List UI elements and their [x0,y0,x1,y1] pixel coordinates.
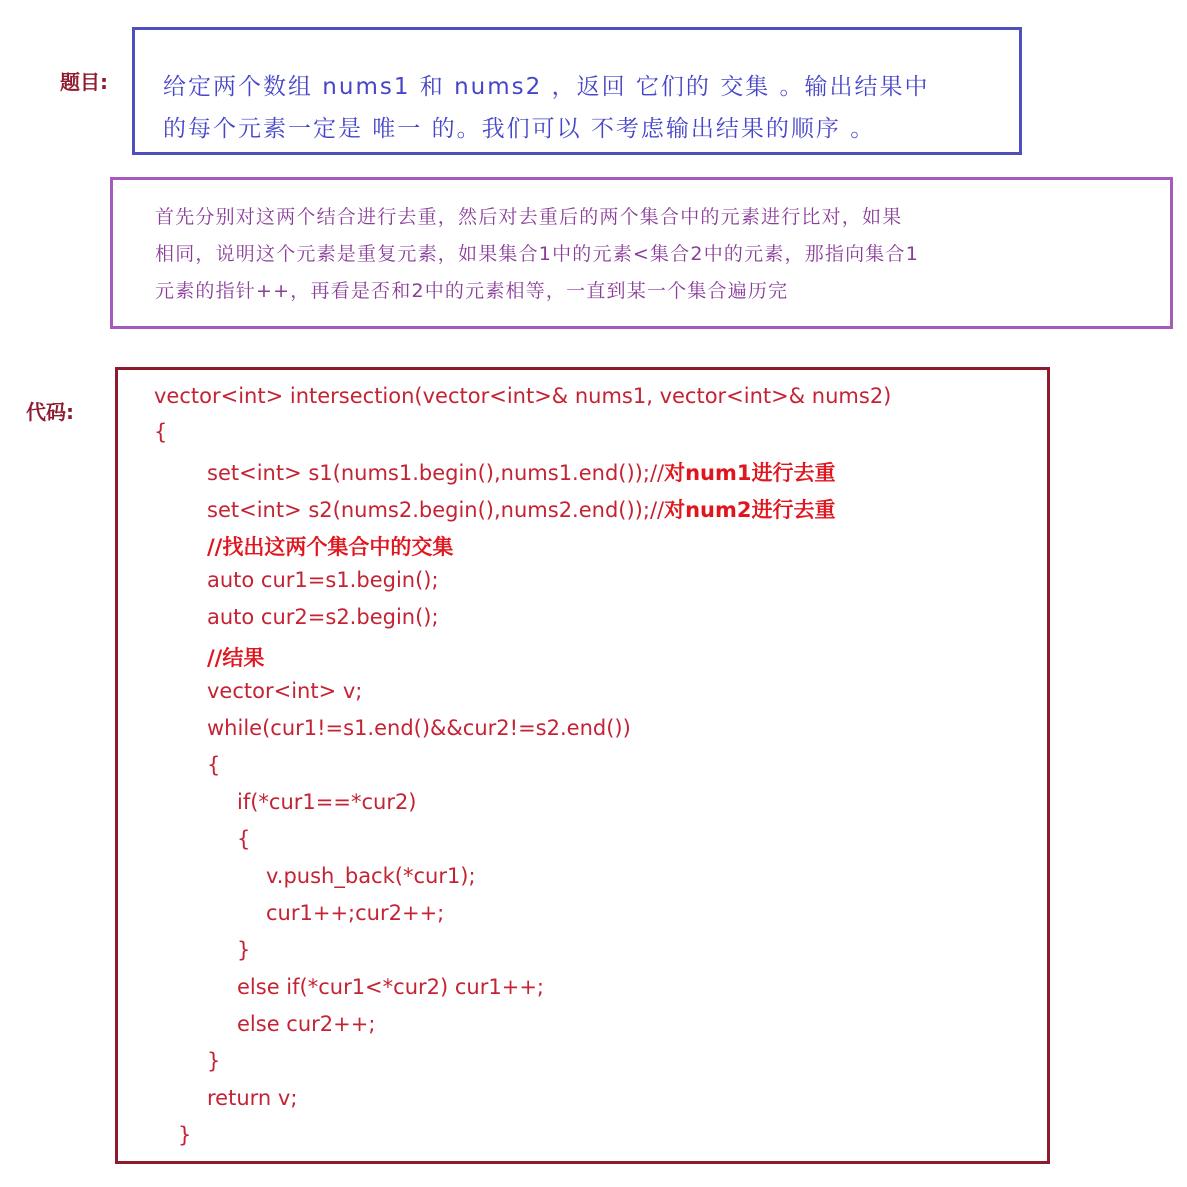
idea-line: 元素的指针++，再看是否和2中的元素相等，一直到某一个集合遍历完 [155,280,789,302]
code-line: auto cur1=s1.begin(); [207,568,439,592]
code-line: vector<int> intersection(vector<int>& nums1, vector<int>& nums2) [154,384,892,408]
code-line: if(*cur1==*cur2) [237,790,417,814]
code-line: return v; [207,1086,298,1110]
code-comment: 对num1进行去重 [664,461,836,485]
problem-line: 的每个元素一定是 唯一 的。我们可以 不考虑输出结果的顺序 。 [163,116,876,142]
code-line: } [207,1049,221,1073]
code-text: set<int> s2(nums2.begin(),nums2.end());// [207,498,665,522]
code-line: { [207,753,221,777]
code-line: else if(*cur1<*cur2) cur1++; [237,975,544,999]
code-line: else cur2++; [237,1012,376,1036]
code-text: set<int> s1(nums1.begin(),nums1.end());// [207,461,665,485]
code-line: while(cur1!=s1.end()&&cur2!=s2.end()) [207,716,631,740]
code-line [207,457,836,487]
code-line: { [237,827,251,851]
code-line: } [178,1123,192,1147]
code-line: v.push_back(*cur1); [266,864,476,888]
code-line [207,494,836,524]
code-line: { [154,420,168,444]
problem-line: 给定两个数组 nums1 和 nums2 ，返回 它们的 交集 。输出结果中 [163,74,930,100]
code-label: 代码: [26,400,74,424]
solution-idea-box [110,177,1173,329]
code-comment: 对num2进行去重 [664,498,836,522]
idea-line: 相同，说明这个元素是重复元素，如果集合1中的元素<集合2中的元素，那指向集合1 [155,243,919,265]
code-line: vector<int> v; [207,679,363,703]
problem-label: 题目: [60,70,108,94]
code-comment-line: //找出这两个集合中的交集 [207,535,454,559]
code-line: cur1++;cur2++; [266,901,445,925]
idea-line: 首先分别对这两个结合进行去重，然后对去重后的两个集合中的元素进行比对，如果 [155,206,903,228]
code-line: } [237,938,251,962]
code-comment-line: //结果 [207,646,265,670]
problem-statement-box [132,27,1022,155]
code-line: auto cur2=s2.begin(); [207,605,439,629]
code-box [115,367,1050,1164]
